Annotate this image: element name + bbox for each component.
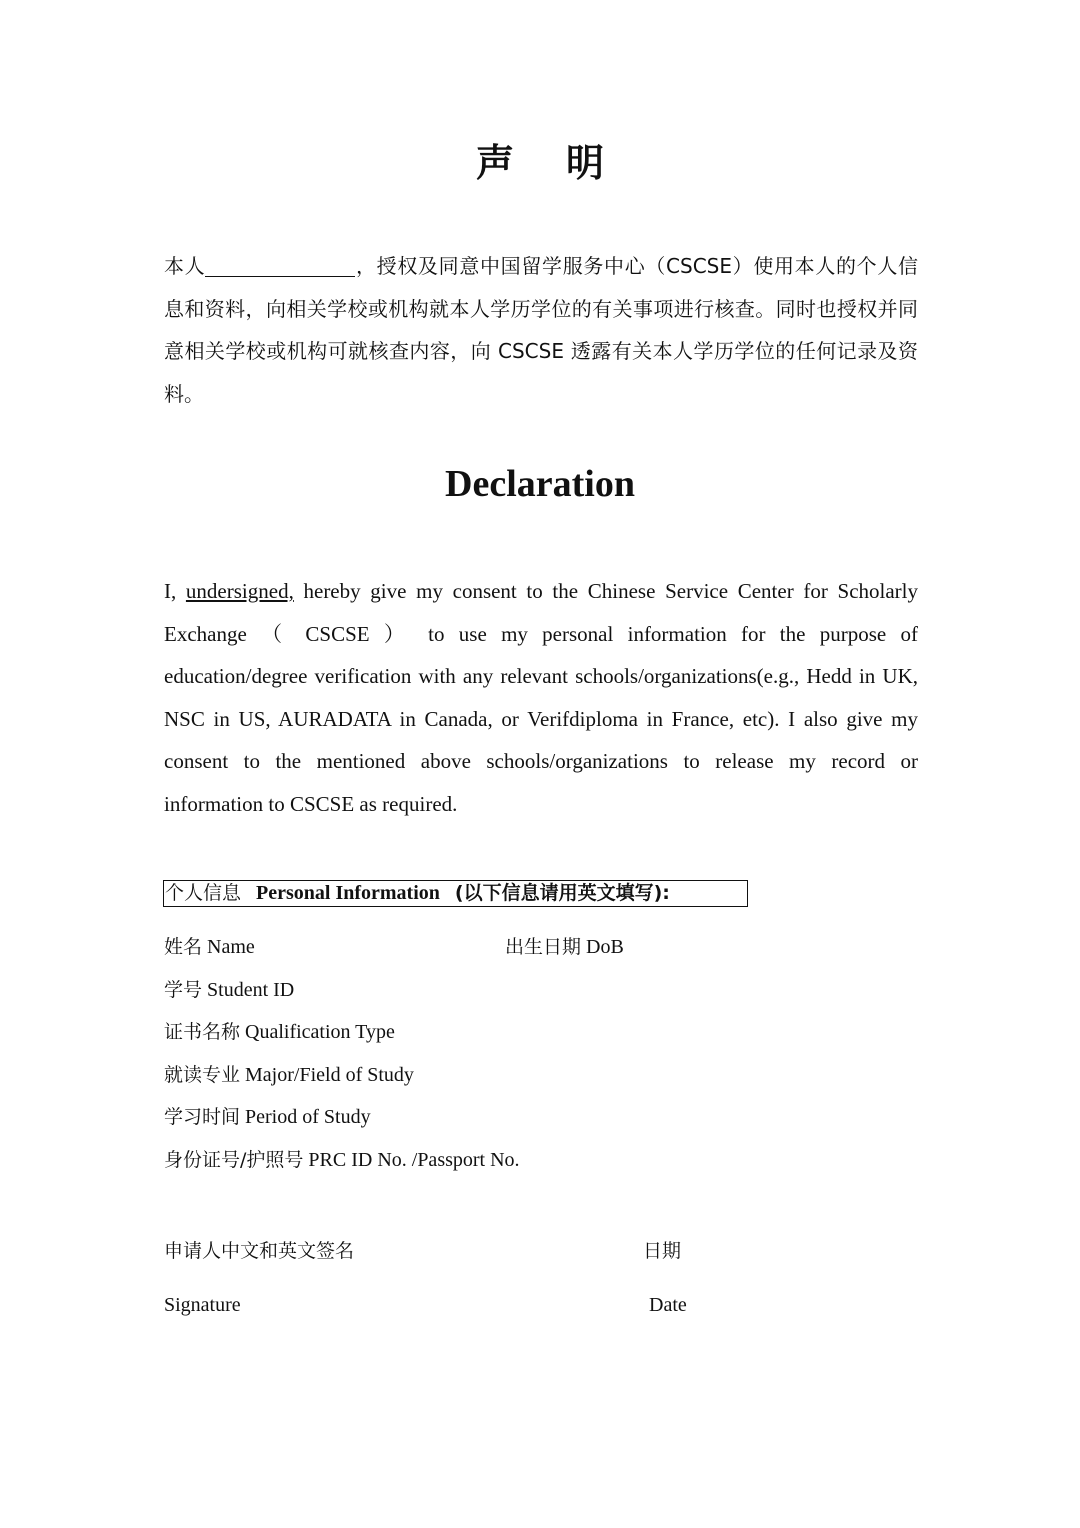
name-blank-line <box>205 256 355 277</box>
personal-info-header-note: (以下信息请用英文填写): <box>454 882 670 904</box>
field-id-number <box>164 1145 520 1172</box>
chinese-title: 声明 <box>475 140 656 185</box>
field-name <box>164 932 255 959</box>
date-label-cn <box>643 1236 681 1263</box>
field-major <box>164 1060 414 1087</box>
chinese-paragraph-lead: 本人 <box>164 254 206 278</box>
field-id-number-cn: 身份证号/护照号 <box>164 1149 304 1171</box>
field-dob <box>505 932 624 959</box>
field-qualification-cn: 证书名称 <box>164 1021 241 1043</box>
chinese-paragraph-body: ，授权及同意中国留学服务中心（CSCSE）使用本人的个人信息和资料，向相关学校或机构就本人学历学位的有关事项进行核查。同时也授权并同意相关学校或机构可就核查内容，向 CSCSE 透露有关本人学历学位的任何记录及资料。 <box>164 254 918 406</box>
personal-info-header <box>163 880 748 907</box>
date-label-en: Date <box>649 1294 687 1316</box>
field-id-number-en: PRC ID No. /Passport No. <box>308 1149 520 1171</box>
field-name-en: Name <box>207 936 255 958</box>
date-label-cn-text: 日期 <box>643 1240 682 1262</box>
english-paragraph <box>164 570 918 825</box>
field-period-cn: 学习时间 <box>164 1106 241 1128</box>
field-student-id-cn: 学号 <box>164 979 203 1001</box>
field-name-cn: 姓名 <box>164 936 203 958</box>
field-qualification-en: Qualification Type <box>245 1021 395 1043</box>
signature-label-cn <box>164 1236 354 1263</box>
field-major-en: Major/Field of Study <box>245 1064 414 1086</box>
english-paragraph-lead: I, <box>164 579 186 603</box>
english-paragraph-body: hereby give my consent to the Chinese Service Center for Scholarly Exchange （ CSCSE ） to use my personal information for the purpose of education/degree verification with any relevant schools/organizations(e.g., Hedd in UK, NSC in US, AURADATA in Canada, or Verifdiploma in France, etc). I also give my consent to the mentioned above schools/organizations to release my record or information to CSCSE as required. <box>164 579 918 816</box>
personal-info-header-en: Personal Information <box>256 882 440 904</box>
undersigned-text: undersigned, <box>185 579 294 603</box>
personal-info-header-cn: 个人信息 <box>165 882 242 904</box>
english-title: Declaration <box>445 463 635 505</box>
signature-label-en: Signature <box>164 1294 241 1316</box>
field-dob-en: DoB <box>586 936 624 958</box>
field-period <box>164 1102 371 1129</box>
field-major-cn: 就读专业 <box>164 1064 241 1086</box>
field-student-id <box>164 975 294 1002</box>
chinese-paragraph <box>164 245 918 415</box>
field-qualification <box>164 1017 395 1044</box>
field-dob-cn: 出生日期 <box>505 936 582 958</box>
field-student-id-en: Student ID <box>207 979 295 1001</box>
field-period-en: Period of Study <box>245 1106 371 1128</box>
signature-label-cn-text: 申请人中文和英文签名 <box>164 1240 355 1262</box>
